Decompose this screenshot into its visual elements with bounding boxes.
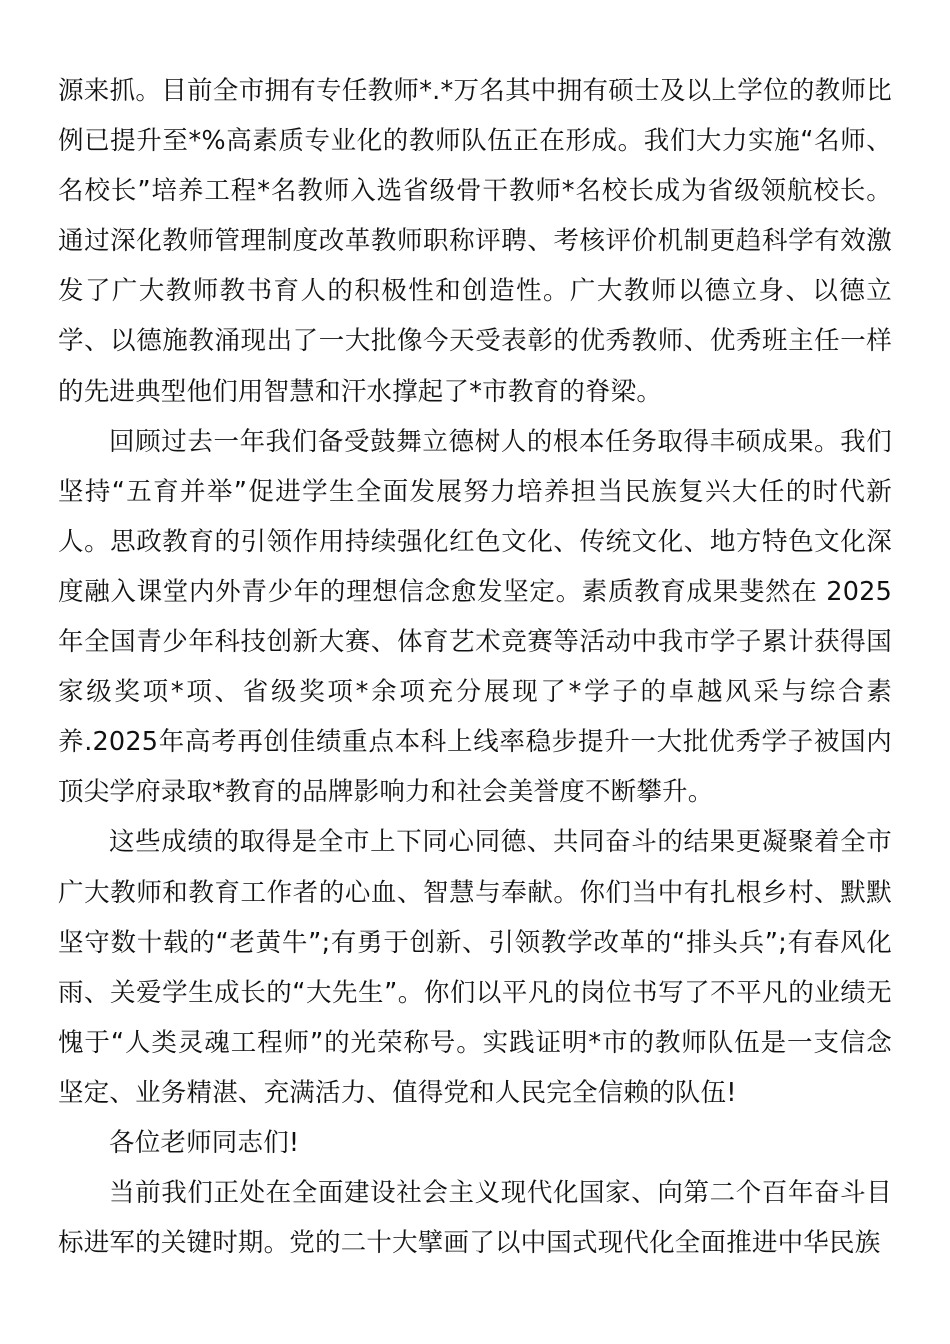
paragraph-achievement-credit: 这些成绩的取得是全市上下同心同德、共同奋斗的结果更凝聚着全市广大教师和教育工作者的心血、智慧与奉献。你们当中有扎根乡村、默默坚守数十载的“老黄牛”;有勇于创新、引领教学改革的“排头兵”;有春风化雨、关爱学生成长的“大先生”。你们以平凡的岗位书写了不平凡的业绩无愧于“人类灵魂工程师”的光荣称号。实践证明*市的教师队伍是一支信念坚定、业务精湛、充满活力、值得党和人民完全信赖的队伍! bbox=[58, 827, 892, 1108]
paragraph-salutation: 各位老师同志们! bbox=[109, 1127, 300, 1158]
paragraph-current-period: 当前我们正处在全面建设社会主义现代化国家、向第二个百年奋斗目标进军的关键时期。党的二十大擘画了以中国式现代化全面推进中华民族 bbox=[58, 1178, 892, 1259]
paragraph-review-achievements: 回顾过去一年我们备受鼓舞立德树人的根本任务取得丰硕成果。我们坚持“五育并举”促进学生全面发展努力培养担当民族复兴大任的时代新人。思政教育的引领作用持续强化红色文化、传统文化、地方特色文化深度融入课堂内外青少年的理想信念愈发坚定。素质教育成果斐然在 2025 年全国青少年科技创新大赛、体育艺术竞赛等活动中我市学子累计获得国家级奖项*项、省级奖项*余项充分展现了*学子的卓越风采与综合素养.2025年高考再创佳绩重点本科上线率稳步提升一大批优秀学子被国内顶尖学府录取*教育的品牌影响力和社会美誉度不断攀升。 bbox=[58, 426, 892, 808]
paragraph-teacher-team: 源来抓。目前全市拥有专任教师*.*万名其中拥有硕士及以上学位的教师比例已提升至*%高素质专业化的教师队伍正在形成。我们大力实施“名师、名校长”培养工程*名教师入选省级骨干教师*名校长成为省级领航校长。通过深化教师管理制度改革教师职称评聘、考核评价机制更趋科学有效激发了广大教师教书育人的积极性和创造性。广大教师以德立身、以德立学、以德施教涌现出了一大批像今天受表彰的优秀教师、优秀班主任一样的先进典型他们用智慧和汗水撑起了*市教育的脊梁。 bbox=[58, 76, 892, 407]
document-page bbox=[58, 66, 892, 1268]
